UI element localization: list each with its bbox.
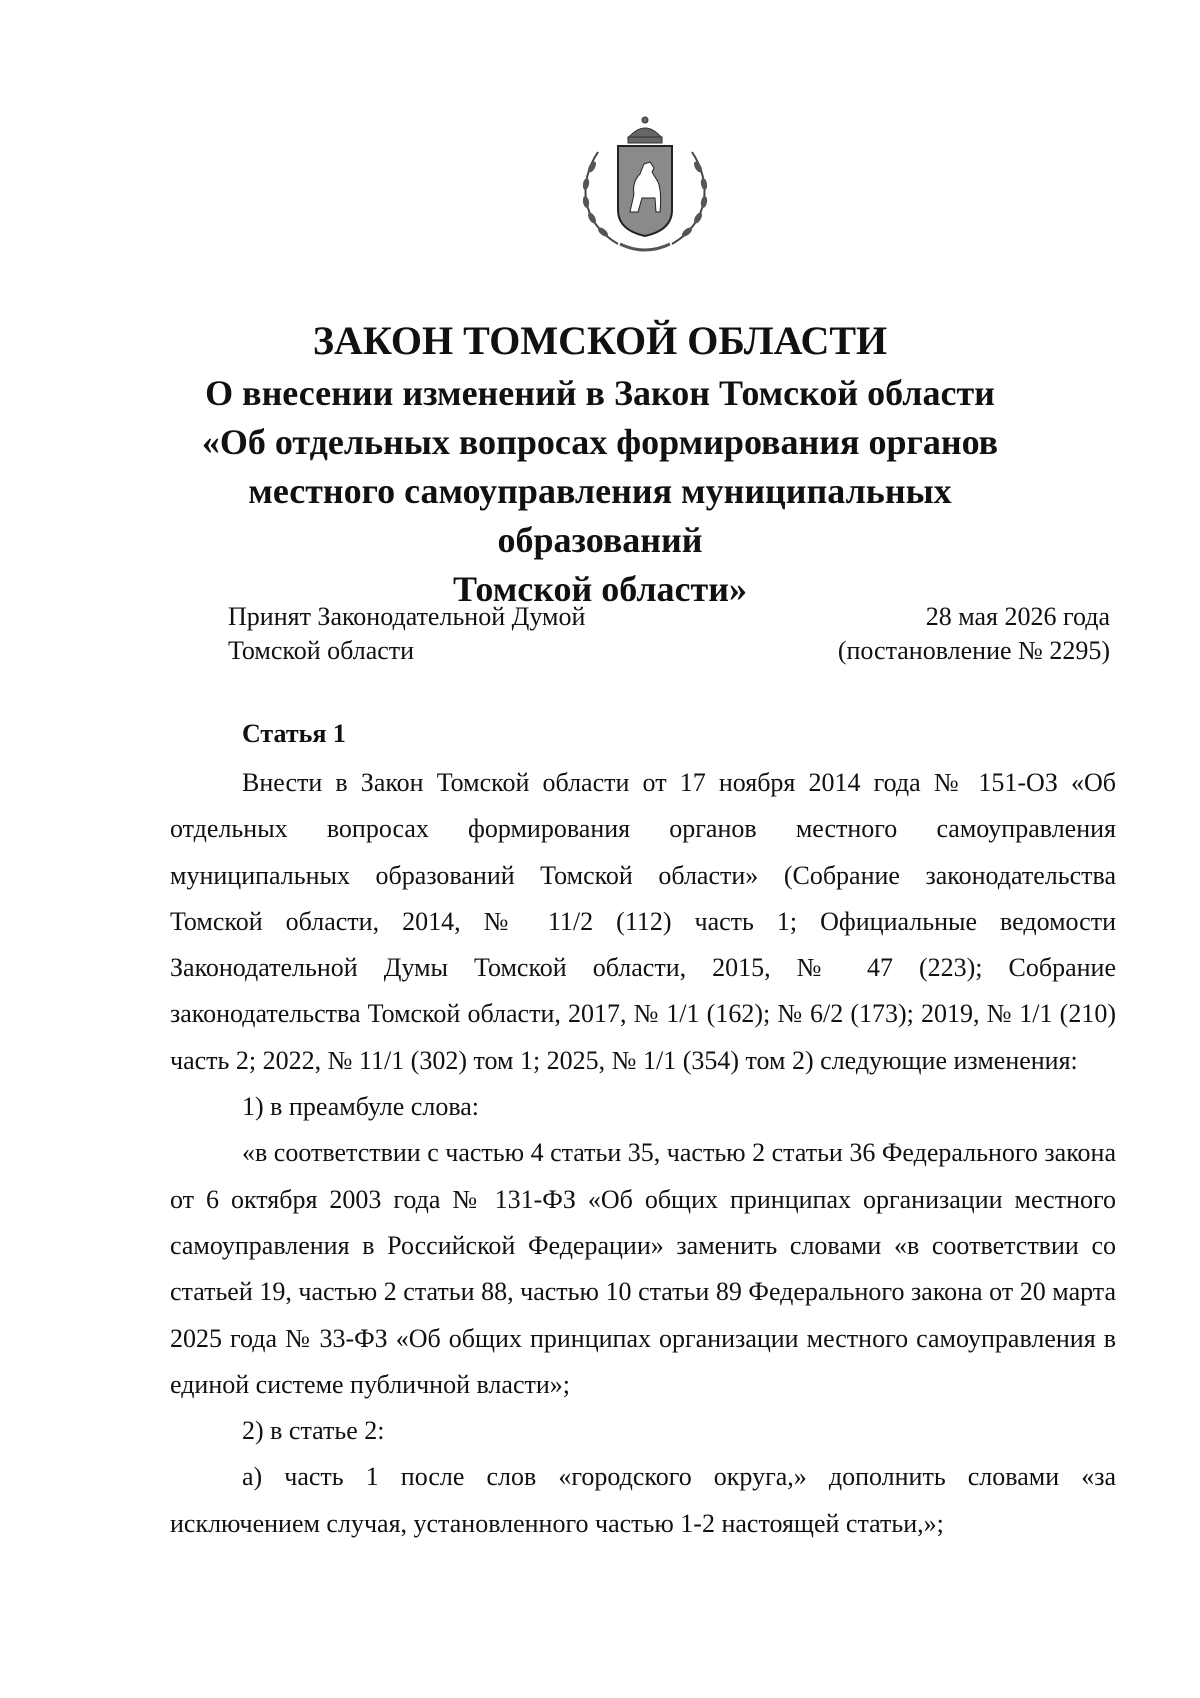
- article-item: 2) в статье 2:: [242, 1416, 385, 1446]
- article-paragraph: Внести в Закон Томской области от 17 ноября 2014 года № 151-ОЗ «Об отдельных вопросах формирования органов местного самоуправления муниципальных образований Томской области» (Собрание законодательства Томской области, 2014, № 11/2 (112) часть 1; Официальные ведомости Законодательной Думы Томской области, 2015, № 47 (223); Собрание законодательства Томской области, 2017, № 1/1 (162); № 6/2 (173); 2019, № 1/1 (210) часть 2; 2022, № 11/1 (302) том 1; 2025, № 1/1 (354) том 2) следующие изменения:: [170, 768, 1116, 1075]
- article-item: 1) в преамбуле слова:: [242, 1092, 480, 1122]
- adoption-date-line: 28 мая 2026 года: [925, 602, 1110, 631]
- article-heading: Статья 1: [242, 719, 346, 748]
- resolution-number: (постановление № 2295): [837, 636, 1110, 665]
- tomsk-oblast-coat-of-arms-icon: [570, 112, 720, 262]
- article-paragraph: «в соответствии с частью 4 статьи 35, частью 2 статьи 36 Федерального закона от 6 октября 2003 года № 131-ФЗ «Об общих принципах организации местного самоуправления в Российской Федерации» заменить словами «в соответствии со статьей 19, частью 2 статьи 88, частью 10 статьи 89 Федерального закона от 20 марта 2025 года № 33-ФЗ «Об общих принципах организации местного самоуправления в единой системе публичной власти»;: [170, 1138, 1116, 1399]
- article-paragraph: а) часть 1 после слов «городского округа,» дополнить словами «за исключением случая, установленного частью 1-2 настоящей статьи,»;: [170, 1462, 1116, 1538]
- adoption-body-line: Принят Законодательной Думой: [228, 602, 586, 631]
- document-title: ЗАКОН ТОМСКОЙ ОБЛАСТИ: [312, 318, 888, 363]
- subtitle-line: местного самоуправления муниципальных образований: [248, 471, 952, 560]
- document-header: [150, 318, 1050, 614]
- article-body: [170, 760, 1116, 1547]
- adoption-date: [838, 600, 1110, 668]
- subtitle-line: «Об отдельных вопросах формирования органов: [201, 422, 999, 462]
- subtitle-line: О внесении изменений в Закон Томской области: [205, 373, 995, 413]
- adoption-body: [228, 600, 585, 668]
- adoption-body-line: Томской области: [228, 636, 415, 665]
- subtitle-line: Томской области»: [453, 569, 747, 609]
